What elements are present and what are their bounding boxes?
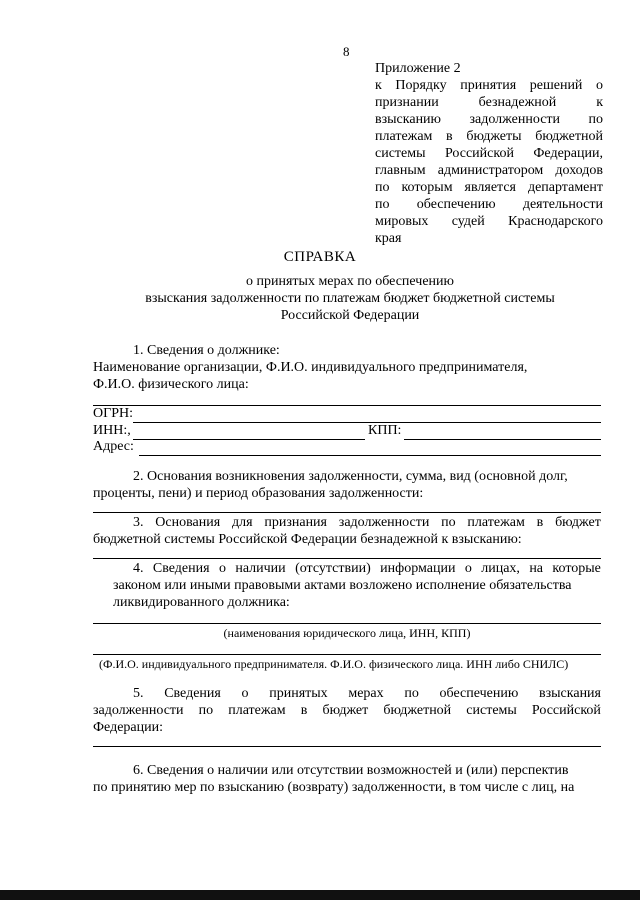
annex-line: признании безнадежной к: [375, 95, 603, 110]
section1-line: Ф.И.О. физического лица:: [93, 377, 249, 392]
document-title: СПРАВКА: [283, 249, 357, 265]
subtitle-line: Российской Федерации: [280, 308, 420, 323]
fill-line: [93, 654, 601, 655]
word: обеспечению: [439, 686, 519, 701]
annex-line: Приложение 2: [375, 61, 461, 76]
section4-line1: [93, 561, 601, 577]
annex-block: [375, 60, 603, 247]
caption-individual: (Ф.И.О. индивидуального предпринимателя. Ф.И.О. физического лица. ИНН либо СНИЛС): [99, 657, 569, 671]
word: по: [441, 515, 456, 530]
page-number: 8: [343, 44, 350, 59]
word: платежам: [228, 703, 286, 718]
section6-line: 6. Сведения о наличии или отсутствии возможностей и (или) перспектив: [133, 763, 569, 778]
section3-line: бюджетной системы Российской Федерации безнадежной к взысканию:: [93, 532, 522, 547]
word: Российской: [531, 703, 601, 718]
word: бюджет: [555, 515, 601, 530]
word: лицах,: [481, 561, 520, 576]
word: на: [529, 561, 544, 576]
caption-legal-entity: (наименования юридического лица, ИНН, КПП): [223, 626, 471, 640]
word: бюджетной: [383, 703, 452, 718]
ogrn-field-line: [133, 422, 601, 423]
section2-line: проценты, пени) и период образования задолженности:: [93, 486, 424, 501]
word: по: [404, 686, 419, 701]
word: Основания: [155, 515, 221, 530]
word: задолженности: [338, 515, 430, 530]
word: 3.: [133, 515, 144, 530]
word: о: [464, 561, 472, 576]
subtitle-line: о принятых мерах по обеспечению: [246, 274, 454, 289]
annex-line: к Порядку принятия решений о: [375, 78, 603, 93]
scan-edge-bar: [0, 890, 640, 900]
annex-line: системы Российской Федерации,: [375, 146, 603, 161]
section3-line1: [93, 515, 601, 531]
section2-line: 2. Основания возникновения задолженности, сумма, вид (основной долг,: [133, 469, 568, 484]
fill-line: [93, 746, 601, 747]
ogrn-label: ОГРН:: [93, 406, 133, 421]
annex-line: взысканию задолженности по: [375, 112, 603, 127]
fill-line: [93, 405, 601, 406]
section4-line: ликвидированного должника:: [113, 595, 290, 610]
word: которые: [552, 561, 601, 576]
section1-heading: 1. Сведения о должнике:: [133, 343, 280, 358]
word: о: [218, 561, 226, 576]
annex-line: по обеспечению деятельности: [375, 197, 603, 212]
word: 5.: [133, 686, 144, 701]
word: системы: [466, 703, 517, 718]
annex-line: края: [375, 231, 402, 246]
subtitle-line: взыскания задолженности по платежам бюджет бюджетной системы: [145, 291, 555, 306]
word: информации: [380, 561, 456, 576]
word: признания: [264, 515, 327, 530]
inn-label: ИНН:,: [93, 423, 131, 438]
word: Сведения: [152, 561, 210, 576]
annex-line: мировых судей Краснодарского: [375, 214, 603, 229]
word: платежам: [467, 515, 525, 530]
annex-line: по которым является департамент: [375, 180, 603, 195]
address-field-line: [139, 455, 601, 456]
word: наличии: [235, 561, 286, 576]
word: (отсутствии): [295, 561, 371, 576]
annex-line: главным администратором доходов: [375, 163, 603, 178]
word: задолженности: [93, 703, 184, 718]
word: для: [231, 515, 253, 530]
fill-line: [93, 512, 601, 513]
word: взыскания: [539, 686, 601, 701]
section5-line: Федерации:: [93, 720, 164, 735]
word: в: [536, 515, 544, 530]
word: мерах: [348, 686, 384, 701]
address-label: Адрес:: [93, 439, 134, 454]
kpp-field-line: [404, 439, 601, 440]
section1-line: Наименование организации, Ф.И.О. индивидуального предпринимателя,: [93, 360, 528, 375]
word: Сведения: [164, 686, 221, 701]
section6-line: по принятию мер по взысканию (возврату) задолженности, в том числе с лиц, на: [93, 780, 575, 795]
fill-line: [93, 623, 601, 624]
fill-line: [93, 558, 601, 559]
section4-line: законом или иными правовыми актами возложено исполнение обязательства: [113, 578, 572, 593]
word: о: [241, 686, 249, 701]
inn-field-line: [133, 439, 365, 440]
word: бюджет: [322, 703, 369, 718]
word: в: [300, 703, 308, 718]
section5-line1: [93, 686, 601, 702]
word: по: [198, 703, 214, 718]
annex-line: платежам в бюджеты бюджетной: [375, 129, 603, 144]
section5-line2: [93, 703, 601, 719]
document-subtitle: [80, 273, 620, 324]
word: 4.: [133, 561, 144, 576]
kpp-label: КПП:: [368, 423, 402, 438]
word: принятых: [269, 686, 328, 701]
